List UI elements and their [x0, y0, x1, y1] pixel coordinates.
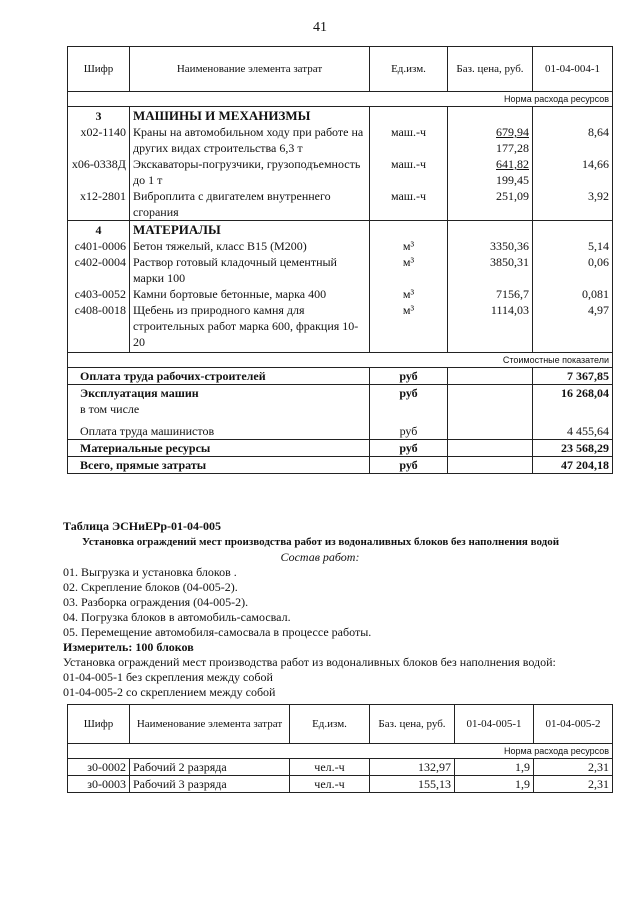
resource-code: с401-0006 — [68, 238, 130, 254]
cost-unit: руб — [370, 368, 448, 385]
resource-name: Экскаваторы-погрузчики, грузоподъемность до 1 т — [130, 156, 370, 188]
table-row — [68, 254, 613, 286]
cost-row — [68, 368, 613, 385]
cost-name: Эксплуатация машин — [68, 385, 370, 402]
resource-name: Виброплита с двигателем внутреннего сгорания — [130, 188, 370, 221]
resource-norm: 3,92 — [533, 188, 613, 221]
section-number: 3 — [68, 107, 130, 125]
header-price: Баз. цена, руб. — [448, 47, 533, 92]
resource-name: Рабочий 3 разряда — [130, 776, 290, 793]
page-number: 41 — [313, 20, 327, 35]
resource-norm: 5,14 — [533, 238, 613, 254]
work-step: 02. Скрепление блоков (04-005-2). — [63, 580, 238, 594]
header-name: Наименование элемента затрат — [130, 47, 370, 92]
table-subtitle: Установка ограждений мест производства работ из водоналивных блоков без наполнения водой — [82, 536, 560, 548]
work-step: 04. Погрузка блоков в автомобиль-самосвал. — [63, 610, 291, 624]
resource-norm-1: 1,9 — [455, 776, 534, 793]
table-title: Таблица ЭСНиЕРр-01-04-005 — [63, 519, 222, 533]
header-norm-code-2: 01-04-005-2 — [534, 705, 613, 744]
cost-unit: руб — [370, 417, 448, 440]
resource-price: 1114,03 — [448, 302, 533, 353]
composition-label: Состав работ: — [280, 550, 360, 564]
resource-code: з0-0003 — [68, 776, 130, 793]
resource-unit: м³ — [370, 302, 448, 353]
resource-code: с403-0052 — [68, 286, 130, 302]
resource-name: Бетон тяжелый, класс В15 (М200) — [130, 238, 370, 254]
cost-unit: руб — [370, 385, 448, 402]
header-name: Наименование элемента затрат — [130, 705, 290, 744]
resource-norm: 8,64 — [533, 124, 613, 156]
cost-name: в том числе — [68, 401, 370, 417]
resource-code: с402-0004 — [68, 254, 130, 286]
resource-table-01-04-004 — [67, 46, 613, 474]
cost-row — [68, 440, 613, 457]
header-unit: Ед.изм. — [290, 705, 370, 744]
resource-name: Камни бортовые бетонные, марка 400 — [130, 286, 370, 302]
resource-norm: 0,06 — [533, 254, 613, 286]
cost-row — [68, 401, 613, 417]
resource-norm: 4,97 — [533, 302, 613, 353]
work-step: 03. Разборка ограждения (04-005-2). — [63, 595, 249, 609]
variant-item: 01-04-005-2 со скреплением между собой — [63, 685, 276, 699]
resource-name: Раствор готовый кладочный цементный марки 100 — [130, 254, 370, 286]
resource-price: 3850,31 — [448, 254, 533, 286]
resource-norm: 14,66 — [533, 156, 613, 188]
header-code: Шифр — [68, 47, 130, 92]
resource-code: с408-0018 — [68, 302, 130, 353]
table-row — [68, 302, 613, 353]
resource-price: 3350,36 — [448, 238, 533, 254]
cost-name: Всего, прямые затраты — [68, 457, 370, 474]
cost-row — [68, 417, 613, 440]
section-number: 4 — [68, 221, 130, 239]
cost-row — [68, 457, 613, 474]
cost-value: 7 367,85 — [533, 368, 613, 385]
resource-price: 7156,7 — [448, 286, 533, 302]
resource-code: х06-0338Д — [68, 156, 130, 188]
resource-unit: м³ — [370, 286, 448, 302]
resource-unit: маш.-ч — [370, 124, 448, 156]
norm-label: Норма расхода ресурсов — [68, 744, 613, 759]
resource-code: х12-2801 — [68, 188, 130, 221]
work-step: 01. Выгрузка и установка блоков . — [63, 565, 237, 579]
header-code: Шифр — [68, 705, 130, 744]
table-header-row — [68, 47, 613, 92]
resource-unit: м³ — [370, 254, 448, 286]
cost-name: Оплата труда рабочих-строителей — [68, 368, 370, 385]
header-price: Баз. цена, руб. — [370, 705, 455, 744]
table-row — [68, 188, 613, 221]
header-unit: Ед.изм. — [370, 47, 448, 92]
cost-value: 23 568,29 — [533, 440, 613, 457]
resource-price: 641,82 199,45 — [448, 156, 533, 188]
table-row — [68, 124, 613, 156]
resource-code: х02-1140 — [68, 124, 130, 156]
cost-row — [68, 385, 613, 402]
cost-value: 16 268,04 — [533, 385, 613, 402]
cost-unit: руб — [370, 457, 448, 474]
resource-price: 679,94 177,28 — [448, 124, 533, 156]
section-row — [68, 107, 613, 125]
section-row — [68, 221, 613, 239]
resource-norm-2: 2,31 — [534, 776, 613, 793]
resource-norm: 0,081 — [533, 286, 613, 302]
table-row — [68, 238, 613, 254]
section-title: МАТЕРИАЛЫ — [130, 221, 370, 239]
resource-unit: чел.-ч — [290, 776, 370, 793]
header-norm-code-1: 01-04-005-1 — [455, 705, 534, 744]
resource-name: Щебень из природного камня для строительных работ марка 600, фракция 10-20 — [130, 302, 370, 353]
resource-norm-1: 1,9 — [455, 759, 534, 776]
resource-price: 132,97 — [370, 759, 455, 776]
variant-item: 01-04-005-1 без скрепления между собой — [63, 670, 273, 684]
cost-value: 47 204,18 — [533, 457, 613, 474]
table-header-row — [68, 705, 613, 744]
resource-price: 155,13 — [370, 776, 455, 793]
variants-description: Установка ограждений мест производства работ из водоналивных блоков без наполнения водой: — [63, 655, 556, 669]
norm-label: Норма расхода ресурсов — [68, 92, 613, 107]
table-row — [68, 156, 613, 188]
cost-name: Оплата труда машинистов — [68, 417, 370, 440]
header-norm-code: 01-04-004-1 — [533, 47, 613, 92]
cost-value: 4 455,64 — [533, 417, 613, 440]
cost-name: Материальные ресурсы — [68, 440, 370, 457]
resource-unit: м³ — [370, 238, 448, 254]
work-step: 05. Перемещение автомобиля-самосвала в процессе работы. — [63, 625, 372, 639]
resource-table-01-04-005 — [67, 704, 613, 793]
resource-name: Краны на автомобильном ходу при работе на других видах строительства 6,3 т — [130, 124, 370, 156]
table-row — [68, 286, 613, 302]
resource-unit: маш.-ч — [370, 188, 448, 221]
resource-norm-2: 2,31 — [534, 759, 613, 776]
resource-code: з0-0002 — [68, 759, 130, 776]
table-row — [68, 759, 613, 776]
resource-unit: чел.-ч — [290, 759, 370, 776]
section-title: МАШИНЫ И МЕХАНИЗМЫ — [130, 107, 370, 125]
meter-label: Измеритель: 100 блоков — [63, 640, 194, 654]
resource-name: Рабочий 2 разряда — [130, 759, 290, 776]
cost-label: Стоимостные показатели — [68, 353, 613, 368]
resource-price: 251,09 — [448, 188, 533, 221]
resource-unit: маш.-ч — [370, 156, 448, 188]
cost-unit: руб — [370, 440, 448, 457]
table-row — [68, 776, 613, 793]
